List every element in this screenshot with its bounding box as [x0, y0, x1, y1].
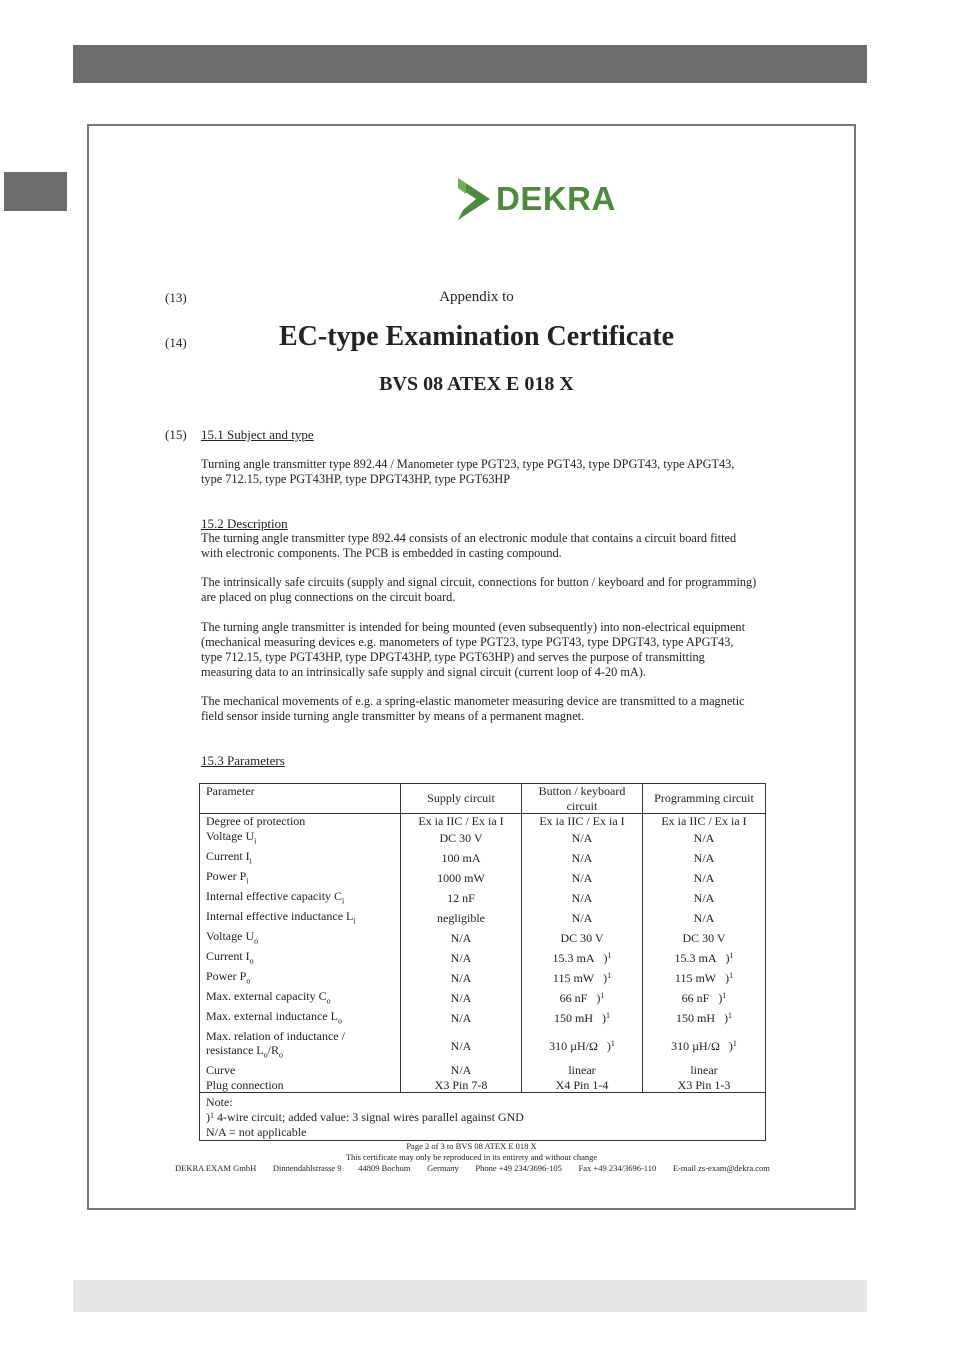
column-header: Parameter — [200, 784, 401, 814]
subscript: i — [254, 836, 257, 846]
value-cell — [643, 929, 766, 949]
cell-value: X4 Pin 1-4 — [555, 1077, 609, 1092]
column-header: Programming circuit — [643, 784, 766, 814]
value-cell — [522, 909, 643, 929]
column-header: Button / keyboard circuit — [522, 784, 643, 814]
section-heading-subject: 15.1 Subject and type — [201, 427, 314, 442]
side-tab — [4, 172, 67, 211]
footer-reproduction-notice: This certificate may only be reproduced in its entirety and without change — [345, 1152, 598, 1162]
cell-value: 15.3 mA — [674, 951, 717, 966]
table-row — [200, 909, 766, 929]
cell-value: N/A — [571, 911, 593, 926]
cell-value: N/A — [693, 891, 715, 906]
value-cell — [401, 814, 522, 829]
value-cell — [401, 989, 522, 1009]
parameter-cell — [200, 1029, 401, 1064]
footer-address — [175, 1163, 770, 1173]
parameter-cell — [200, 1009, 401, 1029]
parameter-text: Max. external capacity C — [206, 988, 327, 1003]
parameter-text: Plug connection — [206, 1077, 284, 1092]
parameter-cell — [200, 869, 401, 889]
parameter-cell — [200, 829, 401, 849]
parameter-text: Degree of protection — [206, 814, 306, 829]
footnote-marker: 1 — [607, 971, 612, 981]
note-footnote: )$^1$ 4-wire circuit; added value: 3 signal wires parallel against GND — [206, 1110, 524, 1125]
text-line: with electronic components. The PCB is embedded in casting compound. — [201, 546, 562, 560]
description-paragraph-3 — [201, 620, 791, 680]
description-paragraph-1 — [201, 531, 791, 561]
text-line: The intrinsically safe circuits (supply and signal circuit, connections for button / keyboard and for programming) — [201, 575, 757, 589]
footnote-marker: 1 — [732, 1038, 737, 1048]
table-row — [200, 1078, 766, 1093]
footer-fax: Fax +49 234/3696-110 — [578, 1163, 657, 1173]
appendix-label: Appendix to — [439, 289, 514, 305]
value-cell — [643, 889, 766, 909]
section-heading-parameters: 15.3 Parameters — [201, 753, 285, 768]
cell-value: X3 Pin 1-3 — [677, 1077, 731, 1092]
subscript: o — [249, 956, 254, 966]
cell-value: linear — [568, 1063, 596, 1078]
subject-paragraph — [201, 457, 791, 487]
text-line: type 712.15, type PGT43HP, type DPGT43HP, type PGT63HP) and serves the purpose of transmitting — [201, 650, 705, 664]
parameter-cell — [200, 889, 401, 909]
cell-value: 100 mA — [441, 851, 481, 866]
cell-value: 150 mH — [676, 1011, 715, 1026]
table-row — [200, 1009, 766, 1029]
parameter-text: Curve — [206, 1063, 236, 1078]
table-row — [200, 969, 766, 989]
text-line: type 712.15, type PGT43HP, type DPGT43HP, type PGT63HP — [201, 472, 511, 486]
table-note — [200, 1093, 766, 1141]
cell-value: N/A — [571, 871, 593, 886]
cell-value: Ex ia IIC / Ex ia I — [661, 814, 747, 829]
certificate-number: BVS 08 ATEX E 018 X — [379, 373, 574, 395]
footer-company: DEKRA EXAM GmbH — [175, 1163, 257, 1173]
table-row — [200, 929, 766, 949]
cell-value: N/A — [571, 851, 593, 866]
value-cell — [643, 909, 766, 929]
text-line: Turning angle transmitter type 892.44 / Manometer type PGT23, type PGT43, type DPGT43, type APGT43, — [201, 457, 735, 471]
note-text: 4-wire circuit; added value: 3 signal wires parallel against GND — [217, 1110, 524, 1125]
cell-value: DC 30 V — [682, 931, 726, 946]
parameter-cell — [200, 969, 401, 989]
parameter-cell — [200, 929, 401, 949]
cell-value: 66 nF — [559, 991, 588, 1006]
table-row — [200, 829, 766, 849]
subscript: o — [326, 996, 331, 1006]
table-row — [200, 949, 766, 969]
footer-page-number: Page 2 of 3 to BVS 08 ATEX E 018 X — [406, 1141, 537, 1151]
parameter-text: resistance $L_o/R_o$ — [206, 1043, 283, 1060]
value-cell — [643, 849, 766, 869]
value-cell: 66 nF )$^1$ — [522, 989, 643, 1009]
parameter-cell — [200, 849, 401, 869]
cell-value: N/A — [450, 991, 472, 1006]
text-line: The turning angle transmitter type 892.44 consists of an electronic module that contains a circuit board fitted — [201, 531, 737, 545]
note-label: Note: — [206, 1095, 233, 1110]
footnote-marker: 1 — [607, 951, 612, 961]
subscript: i — [249, 856, 252, 866]
table-row — [200, 814, 766, 829]
cell-value: linear — [690, 1063, 718, 1078]
cell-value: N/A — [693, 911, 715, 926]
subscript: o — [246, 976, 251, 986]
value-cell — [643, 1063, 766, 1078]
parameter-cell — [200, 1063, 401, 1078]
cell-value: Ex ia IIC / Ex ia I — [418, 814, 504, 829]
table-row — [200, 989, 766, 1009]
value-cell — [522, 829, 643, 849]
cell-value: 12 nF — [447, 891, 475, 906]
value-cell: 150 mH )$^1$ — [643, 1009, 766, 1029]
cell-value: N/A — [693, 851, 715, 866]
footnote-marker: 1 — [210, 1111, 214, 1121]
value-cell: 310 µH/Ω )$^1$ — [522, 1029, 643, 1064]
footer-phone: Phone +49 234/3696-105 — [475, 1163, 562, 1173]
footer-street: Dinnendahlstrasse 9 — [272, 1163, 342, 1173]
cell-value: N/A — [450, 1011, 472, 1026]
description-paragraph-4 — [201, 694, 791, 724]
parameter-text: Internal effective capacity C — [206, 888, 343, 903]
table-row — [200, 849, 766, 869]
value-cell: 115 mW )$^1$ — [643, 969, 766, 989]
value-cell — [643, 869, 766, 889]
text-line: The mechanical movements of e.g. a spring-elastic manometer measuring device are transmitted to a magnetic — [201, 694, 745, 708]
table-row — [200, 1063, 766, 1078]
footer-bar — [73, 1280, 867, 1312]
column-header: Supply circuit — [401, 784, 522, 814]
clause-number-13: (13) — [165, 290, 187, 305]
text-line: measuring data to an intrinsically safe supply and signal circuit (current loop of 4-20 mA). — [201, 665, 646, 679]
value-cell: 15.3 mA )$^1$ — [522, 949, 643, 969]
note-row — [200, 1093, 766, 1141]
cell-value: 115 mW — [674, 971, 717, 986]
footnote-marker: 1 — [600, 991, 605, 1001]
footer-city: 44809 Bochum — [358, 1163, 411, 1173]
value-cell — [401, 849, 522, 869]
cell-value: 15.3 mA — [552, 951, 595, 966]
cell-value: N/A — [571, 831, 593, 846]
parameter-cell — [200, 989, 401, 1009]
footnote-marker: 1 — [729, 971, 734, 981]
subscript: i — [353, 916, 356, 926]
header-bar — [73, 45, 867, 83]
subscript: o — [254, 936, 259, 946]
clause-number-14: (14) — [165, 335, 187, 350]
parameter-text: Current I — [206, 948, 250, 963]
parameter-text: Power P — [206, 868, 247, 883]
cell-value: N/A — [571, 891, 593, 906]
footnote-marker: 1 — [610, 1038, 615, 1048]
certificate-page — [87, 124, 856, 1210]
value-cell — [522, 929, 643, 949]
value-cell: 310 µH/Ω )$^1$ — [643, 1029, 766, 1064]
cell-value: negligible — [437, 911, 485, 926]
parameter-text: Power P — [206, 968, 247, 983]
text-line: (mechanical measuring devices e.g. manometers of type PGT23, type PGT43, type DPGT43, type APGT43, — [201, 635, 734, 649]
table-row — [200, 889, 766, 909]
parameters-table — [199, 783, 766, 1141]
dekra-logo-text: DEKRA — [496, 180, 616, 217]
dekra-logo — [454, 178, 614, 220]
parameter-cell — [200, 949, 401, 969]
parameter-text: Max. external inductance L — [206, 1008, 338, 1023]
cell-value: 310 µH/Ω — [671, 1038, 720, 1053]
footnote-marker: 1 — [722, 991, 727, 1001]
table-row — [200, 869, 766, 889]
footer-country: Germany — [427, 1163, 459, 1173]
value-cell — [401, 1063, 522, 1078]
parameter-text: Voltage U — [206, 828, 255, 843]
cell-value: X3 Pin 7-8 — [434, 1077, 488, 1092]
text-line: The turning angle transmitter is intended for being mounted (even subsequently) into non-electrical equipment — [201, 620, 745, 634]
value-cell — [643, 814, 766, 829]
value-cell — [401, 1009, 522, 1029]
subscript: i — [342, 896, 345, 906]
footnote-marker: 1 — [728, 1011, 732, 1021]
cell-value: Ex ia IIC / Ex ia I — [539, 814, 625, 829]
value-cell — [401, 1078, 522, 1093]
cell-value: DC 30 V — [560, 931, 604, 946]
certificate-title: EC-type Examination Certificate — [278, 321, 675, 352]
parameter-text: Voltage U — [206, 928, 255, 943]
dekra-arrow-icon — [454, 178, 494, 220]
cell-value: 115 mW — [552, 971, 595, 986]
clause-number-15: (15) — [165, 427, 187, 442]
footnote-marker: 1 — [606, 1011, 610, 1021]
note-text: N/A = not applicable — [206, 1125, 307, 1140]
parameter-cell — [200, 1078, 401, 1093]
value-cell — [401, 949, 522, 969]
footer-email: E-mail zs-exam@dekra.com — [672, 1163, 770, 1173]
parameter-cell — [200, 814, 401, 829]
section-heading-description: 15.2 Description — [201, 516, 288, 531]
value-cell — [522, 869, 643, 889]
cell-value: N/A — [450, 951, 472, 966]
value-cell — [401, 889, 522, 909]
text-line: are placed on plug connections on the circuit board. — [201, 590, 456, 604]
parameter-text: Max. relation of inductance / — [206, 1028, 345, 1043]
cell-value: N/A — [693, 831, 715, 846]
value-cell — [522, 849, 643, 869]
parameter-text: Current I — [206, 848, 250, 863]
value-cell — [522, 1063, 643, 1078]
cell-value: N/A — [450, 931, 472, 946]
value-cell: 115 mW )$^1$ — [522, 969, 643, 989]
text-line: field sensor inside turning angle transmitter by means of a permanent magnet. — [201, 709, 585, 723]
value-cell — [401, 829, 522, 849]
value-cell — [401, 929, 522, 949]
table-header-row — [200, 784, 766, 814]
cell-value: N/A — [693, 871, 715, 886]
value-cell: 15.3 mA )$^1$ — [643, 949, 766, 969]
value-cell — [522, 1078, 643, 1093]
parameter-text: Internal effective inductance L — [206, 908, 354, 923]
table-row — [200, 1029, 766, 1064]
cell-value: N/A — [450, 1063, 472, 1078]
value-cell — [643, 829, 766, 849]
value-cell — [401, 969, 522, 989]
value-cell: 150 mH )$^1$ — [522, 1009, 643, 1029]
cell-value: DC 30 V — [439, 831, 483, 846]
value-cell — [401, 869, 522, 889]
value-cell — [522, 889, 643, 909]
parameter-cell — [200, 909, 401, 929]
value-cell — [643, 1078, 766, 1093]
cell-value: 310 µH/Ω — [549, 1038, 598, 1053]
value-cell: 66 nF )$^1$ — [643, 989, 766, 1009]
value-cell — [401, 909, 522, 929]
subscript: i — [246, 876, 249, 886]
cell-value: 1000 mW — [437, 871, 485, 886]
description-paragraph-2 — [201, 575, 801, 605]
subscript: o — [337, 1016, 342, 1026]
cell-value: N/A — [450, 971, 472, 986]
cell-value: 150 mH — [554, 1011, 593, 1026]
cell-value: 66 nF — [681, 991, 710, 1006]
footnote-marker: 1 — [729, 951, 734, 961]
cell-value: N/A — [450, 1038, 472, 1053]
value-cell — [401, 1029, 522, 1064]
value-cell — [522, 814, 643, 829]
